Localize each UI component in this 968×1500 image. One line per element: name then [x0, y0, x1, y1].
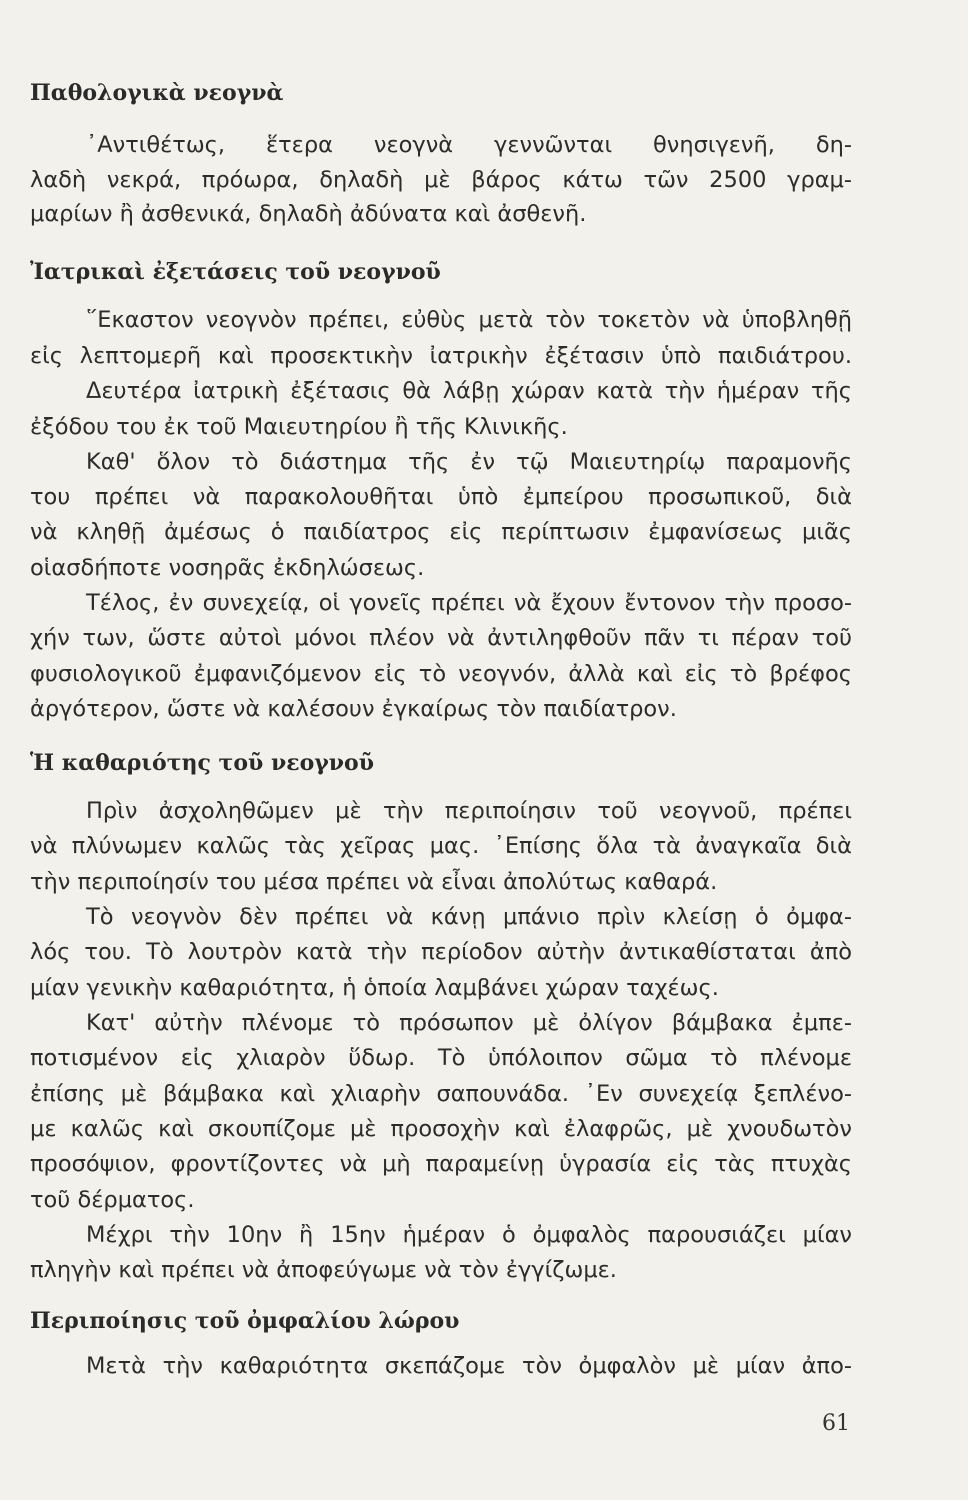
text-line: μίαν γενικὴν καθαριότητα, ἡ ὁποία λαμβάνει χώραν ταχέως. — [30, 975, 719, 1001]
text-line: λός του. Τὸ λουτρὸν κατὰ τὴν περίοδον αὐτὴν ἀντικαθίσταται ἀπὸ — [30, 939, 852, 965]
text-line: Καθ' ὅλον τὸ διάστημα τῆς ἐν τῷ Μαιευτηρίῳ παραμονῆς — [86, 449, 852, 475]
text-line: νὰ πλύνωμεν καλῶς τὰς χεῖρας μας. ᾿Επίσης ὅλα τὰ ἀναγκαῖα διὰ — [30, 833, 852, 859]
text-line: με καλῶς καὶ σκουπίζομε μὲ προσοχὴν καὶ ἐλαφρῶς, μὲ χνουδωτὸν — [30, 1116, 852, 1142]
text-line: Τὸ νεογνὸν δὲν πρέπει νὰ κάνῃ μπάνιο πρὶν κλείσῃ ὁ ὀμφα- — [86, 904, 852, 930]
section-heading-newborn-cleanliness: Ἡ καθαριότης τοῦ νεογνοῦ — [30, 750, 374, 776]
text-line: προσόψιον, φροντίζοντες νὰ μὴ παραμείνῃ ὑγρασία εἰς τὰς πτυχὰς — [30, 1151, 852, 1177]
section-heading-umbilical-cord-care: Περιποίησις τοῦ ὀμφαλίου λώρου — [30, 1308, 460, 1334]
text-line: του πρέπει νὰ παρακολουθῆται ὑπὸ ἐμπείρου προσωπικοῦ, διὰ — [30, 484, 852, 510]
text-line: οἱασδήποτε νοσηρᾶς ἐκδηλώσεως. — [30, 555, 425, 581]
text-line: ῞Εκαστον νεογνὸν πρέπει, εὐθὺς μετὰ τὸν τοκετὸν νὰ ὑποβληθῇ — [86, 307, 852, 333]
text-line: ποτισμένον εἰς χλιαρὸν ὕδωρ. Τὸ ὑπόλοιπον σῶμα τὸ πλένομε — [30, 1045, 852, 1071]
text-line: Μέχρι τὴν 10ην ἢ 15ην ἡμέραν ὁ ὀμφαλὸς παρουσιάζει μίαν — [86, 1222, 852, 1248]
text-line: Πρὶν ἀσχοληθῶμεν μὲ τὴν περιποίησιν τοῦ νεογνοῦ, πρέπει — [86, 798, 852, 824]
text-line: ἐπίσης μὲ βάμβακα καὶ χλιαρὴν σαπουνάδα. ᾿Εν συνεχείᾳ ξεπλένο- — [30, 1081, 852, 1107]
text-line: τὴν περιποίησίν του μέσα πρέπει νὰ εἶναι ἀπολύτως καθαρά. — [30, 869, 718, 895]
text-line: ἀργότερον, ὥστε νὰ καλέσουν ἐγκαίρως τὸν παιδίατρον. — [30, 696, 677, 722]
text-line: ᾿Αντιθέτως, ἕτερα νεογνὰ γεννῶνται θνησιγενῆ, δη- — [86, 132, 852, 158]
text-line: πληγὴν καὶ πρέπει νὰ ἀποφεύγωμε νὰ τὸν ἐγγίζωμε. — [30, 1257, 617, 1283]
text-line: τοῦ δέρματος. — [30, 1187, 195, 1213]
text-line: φυσιολογικοῦ ἐμφανιζόμενον εἰς τὸ νεογνόν, ἀλλὰ καὶ εἰς τὸ βρέφος — [30, 661, 852, 687]
text-line: λαδὴ νεκρά, πρόωρα, δηλαδὴ μὲ βάρος κάτω τῶν 2500 γραμ- — [30, 167, 852, 193]
text-line: ἐξόδου του ἐκ τοῦ Μαιευτηρίου ἢ τῆς Κλινικῆς. — [30, 414, 568, 440]
text-line: Δευτέρα ἰατρικὴ ἐξέτασις θὰ λάβῃ χώραν κατὰ τὴν ἡμέραν τῆς — [86, 378, 852, 404]
text-line: χήν των, ὥστε αὐτοὶ μόνοι πλέον νὰ ἀντιληφθοῦν πᾶν τι πέραν τοῦ — [30, 625, 852, 651]
text-line: Τέλος, ἐν συνεχείᾳ, οἱ γονεῖς πρέπει νὰ ἔχουν ἔντονον τὴν προσο- — [86, 590, 852, 616]
section-heading-medical-examinations: Ἰατρικαὶ ἐξετάσεις τοῦ νεογνοῦ — [30, 259, 441, 285]
text-line: Κατ' αὐτὴν πλένομε τὸ πρόσωπον μὲ ὀλίγον βάμβακα ἐμπε- — [86, 1010, 852, 1036]
page-number: 61 — [822, 1411, 850, 1436]
text-line: Μετὰ τὴν καθαριότητα σκεπάζομε τὸν ὀμφαλὸν μὲ μίαν ἀπο- — [86, 1353, 852, 1379]
section-heading-pathological-newborns: Παθολογικὰ νεογνὰ — [30, 80, 284, 106]
text-line: μαρίων ἢ ἀσθενικά, δηλαδὴ ἀδύνατα καὶ ἀσθενῆ. — [30, 201, 587, 227]
text-line: εἰς λεπτομερῆ καὶ προσεκτικὴν ἰατρικὴν ἐξέτασιν ὑπὸ παιδιάτρου. — [30, 343, 852, 369]
text-line: νὰ κληθῇ ἀμέσως ὁ παιδίατρος εἰς περίπτωσιν ἐμφανίσεως μιᾶς — [30, 519, 852, 545]
